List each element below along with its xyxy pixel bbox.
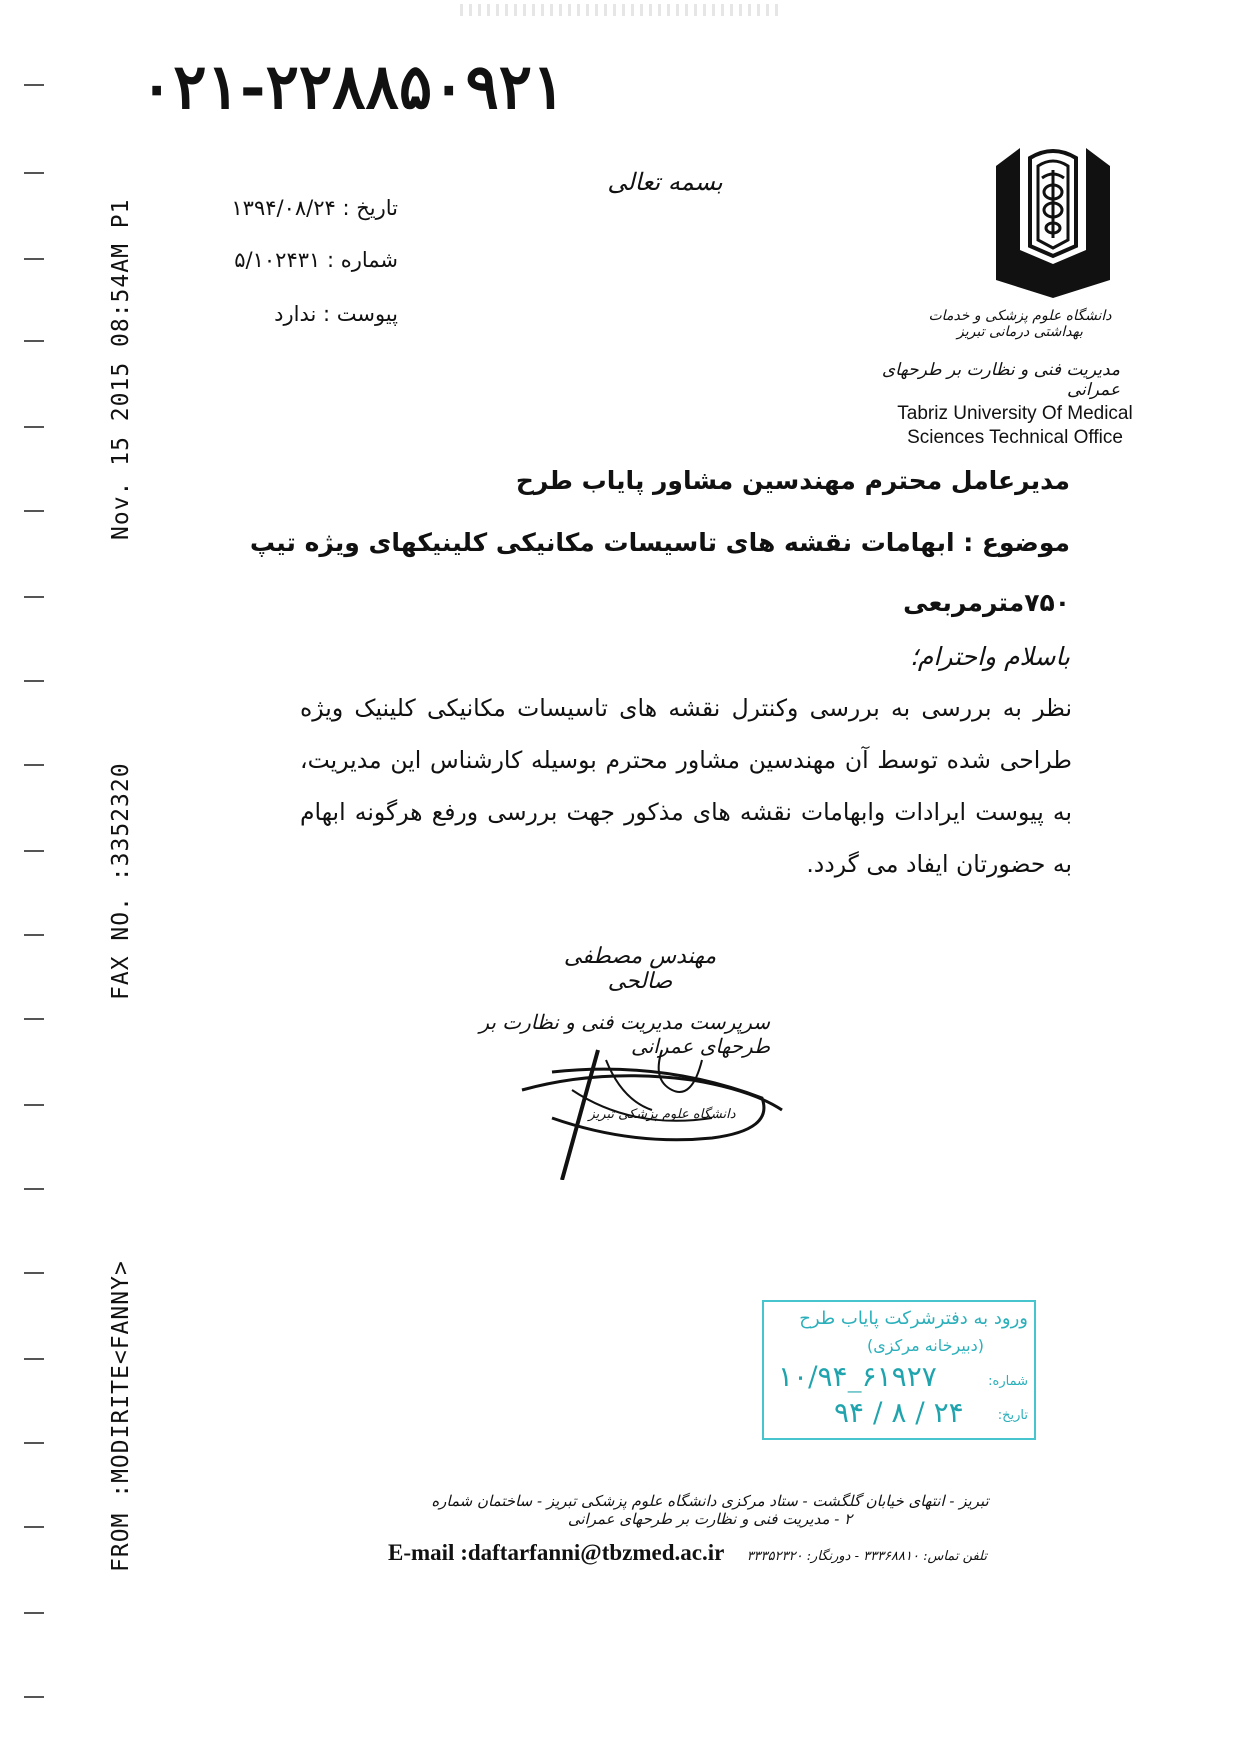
signature-stamp-text: دانشگاه علوم پزشکی تبریز: [588, 1107, 736, 1122]
margin-tick: [24, 1612, 44, 1614]
scan-noise: [460, 4, 780, 16]
recipient: مدیرعامل محترم مهندسین مشاور پایاب طرح: [515, 466, 1070, 495]
letter-date: تاریخ : ۱۳۹۴/۰۸/۲۴: [231, 196, 398, 220]
university-logo-icon: [990, 140, 1116, 300]
margin-tick: [24, 510, 44, 512]
margin-tick: [24, 764, 44, 766]
letter-number: شماره : ۵/۱۰۲۴۳۱: [234, 248, 398, 272]
margin-tick: [24, 596, 44, 598]
receipt-stamp-subtitle: (دبیرخانه مرکزی): [867, 1336, 984, 1355]
receipt-date-value: ۹۴ / ۸ / ۲۴: [834, 1396, 964, 1429]
receipt-stamp-title: ورود به دفترشرکت پایاب طرح: [799, 1308, 1028, 1329]
margin-tick: [24, 1358, 44, 1360]
university-logo: [990, 140, 1116, 300]
fax-header-number: FAX NO. :3352320: [108, 762, 134, 1000]
office-name-en-line2: Sciences Technical Office: [907, 427, 1123, 448]
receipt-number-label: شماره:: [988, 1374, 1028, 1389]
margin-tick: [24, 1272, 44, 1274]
margin-tick: [24, 258, 44, 260]
signatory-name: مهندس مصطفی صالحی: [563, 944, 717, 994]
receipt-number-value: ۱۰/۹۴_۶۱۹۲۷: [778, 1360, 937, 1393]
margin-tick: [24, 680, 44, 682]
fax-header-date: Nov. 15 2015 08:54AM P1: [108, 198, 134, 540]
margin-tick: [24, 850, 44, 852]
greeting: باسلام واحترام؛: [909, 642, 1070, 671]
bismillah: بسمه تعالی: [607, 168, 723, 196]
margin-tick: [24, 426, 44, 428]
margin-tick: [24, 1442, 44, 1444]
signature: [512, 1040, 792, 1180]
subject-continued: ۷۵۰مترمربعی: [903, 588, 1070, 617]
fax-header-from: FROM :MODIRITE<FANNY>: [108, 1260, 134, 1572]
signature-stroke-icon: [512, 1040, 792, 1180]
margin-tick: [24, 340, 44, 342]
margin-tick: [24, 1104, 44, 1106]
margin-tick: [24, 1526, 44, 1528]
footer-contact: [388, 1540, 1088, 1566]
receipt-date-label: تاریخ:: [997, 1408, 1028, 1423]
footer-email: E-mail :daftarfanni@tbzmed.ac.ir: [388, 1540, 725, 1565]
office-name-en: [870, 402, 1160, 450]
office-name-en-line1: Tabriz University Of Medical: [897, 403, 1133, 424]
receipt-stamp: [762, 1300, 1036, 1440]
margin-tick: [24, 1696, 44, 1698]
footer-phone: تلفن تماس: ۳۳۳۶۸۸۱۰ - دورنگار: ۳۳۳۵۲۳۲۰: [746, 1549, 987, 1564]
margin-tick: [24, 172, 44, 174]
margin-tick: [24, 1018, 44, 1020]
subject: موضوع : ابهامات نقشه های تاسیسات مکانیکی کلینیکهای ویژه تیپ: [249, 528, 1070, 557]
margin-tick: [24, 1188, 44, 1190]
margin-tick: [24, 934, 44, 936]
letter-attachment: پیوست : ندارد: [274, 302, 398, 326]
handwritten-phone-number: ۰۲۱-۲۲۸۸۵۰۹۲۱: [140, 50, 566, 123]
footer-address: تبریز - انتهای خیابان گلگشت - ستاد مرکزی دانشگاه علوم پزشکی تبریز - ساختمان شماره ۲ - مدیریت فنی و نظارت بر طرحهای عمرانی: [431, 1492, 989, 1528]
letter-body: نظر به بررسی به بررسی وکنترل نقشه های تاسیسات مکانیکی کلینیک ویژه طراحی شده توسط آن مهندسین مشاور محترم بوسیله کارشناس این مدیریت، به پیوست ایرادات وابهامات نقشه های مذکور جهت بررسی ورفع هرگونه ابهام به حضورتان ایفاد می گردد.: [300, 694, 1072, 878]
office-name-fa: مدیریت فنی و نظارت بر طرحهای عمرانی: [881, 360, 1120, 400]
signatory-title: سرپرست مدیریت فنی و نظارت بر طرحهای عمرانی: [479, 1010, 770, 1058]
margin-tick: [24, 84, 44, 86]
university-name-fa: دانشگاه علوم پزشکی و خدمات بهداشتی درمانی تبریز: [928, 308, 1112, 340]
